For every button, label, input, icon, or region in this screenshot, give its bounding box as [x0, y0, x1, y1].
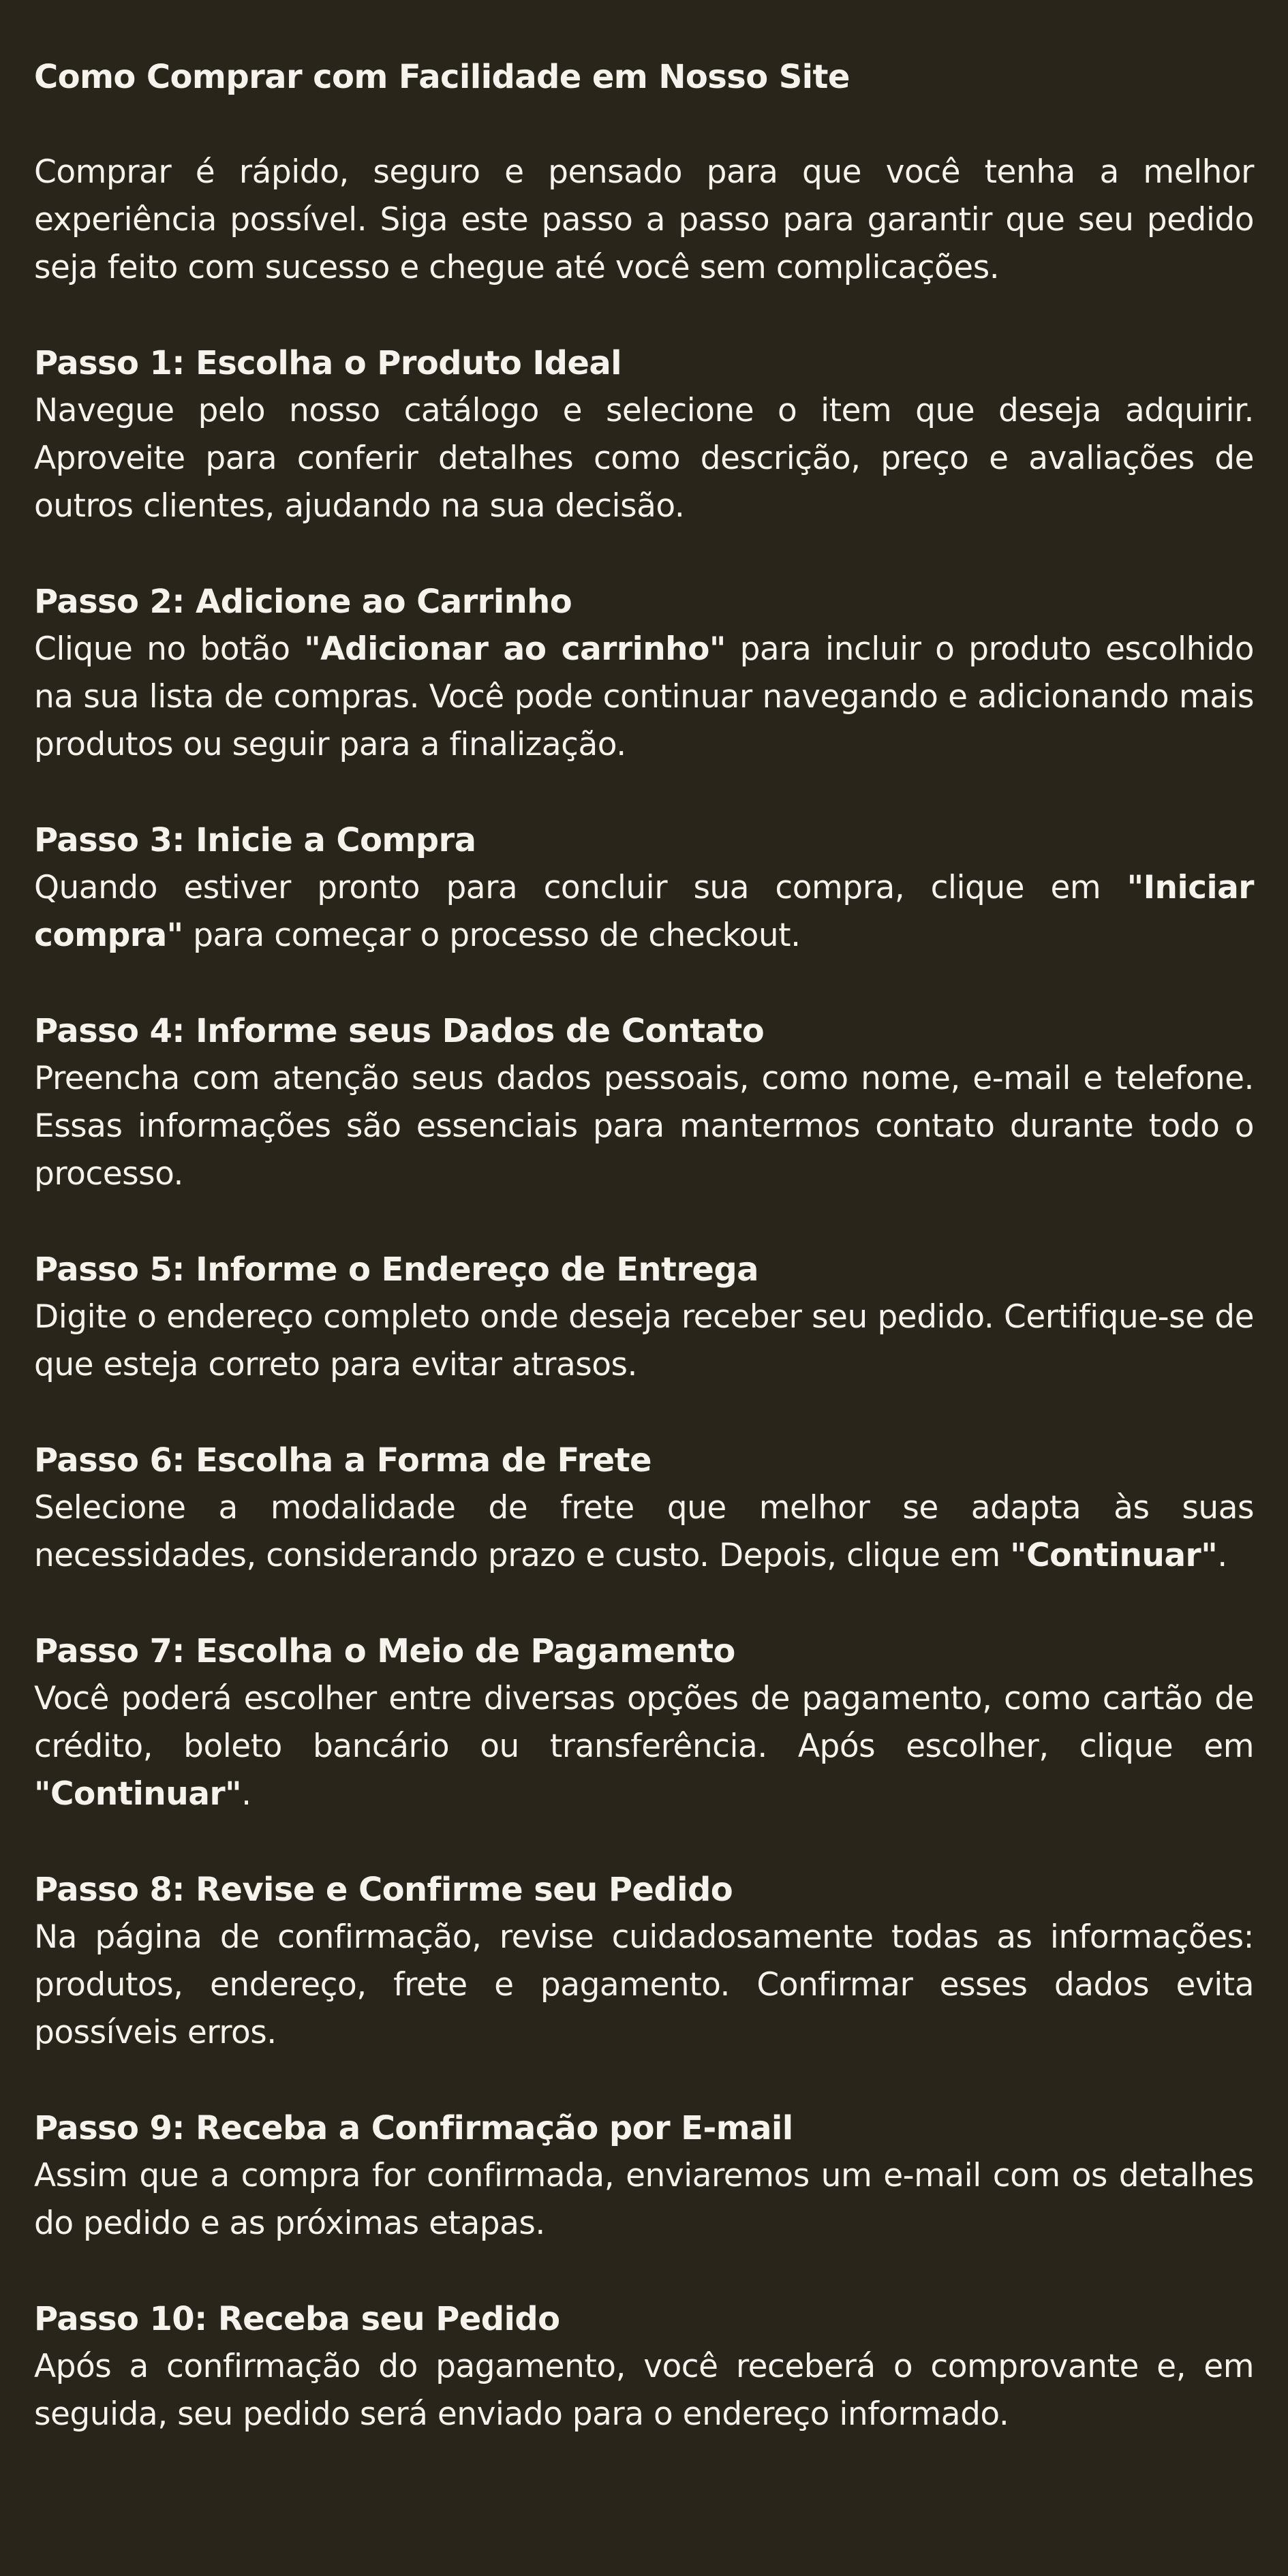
step-3	[34, 816, 1254, 960]
step-7-text-before: Você poderá escolher entre diversas opções de pagamento, como cartão de crédito, boleto bancário ou transferência. Após escolher, clique em	[34, 1680, 1254, 1765]
step-7-text-after: .	[241, 1775, 251, 1813]
step-4-text: Preencha com atenção seus dados pessoais, como nome, e-mail e telefone. Essas informações são essenciais para mantermos contato durante todo o processo.	[34, 1060, 1254, 1193]
step-8-text: Na página de confirmação, revise cuidadosamente todas as informações: produtos, endereço, frete e pagamento. Confirmar esses dados evita possíveis erros.	[34, 1918, 1254, 2051]
step-6-title: Passo 6: Escolha a Forma de Frete	[34, 1441, 651, 1479]
step-7-title: Passo 7: Escolha o Meio de Pagamento	[34, 1632, 735, 1670]
step-8	[34, 1866, 1254, 2057]
step-3-title: Passo 3: Inicie a Compra	[34, 821, 476, 859]
step-2-text-after: para incluir o produto escolhido na sua lista de compras. Você pode continuar navegando e adicionando mais produtos ou seguir para a finalização.	[34, 630, 1254, 763]
step-5-title: Passo 5: Informe o Endereço de Entrega	[34, 1251, 758, 1289]
step-1	[34, 339, 1254, 530]
step-1-title: Passo 1: Escolha o Produto Ideal	[34, 344, 622, 382]
step-6-highlight: "Continuar"	[1010, 1537, 1218, 1574]
step-6-text-before: Selecione a modalidade de frete que melhor se adapta às suas necessidades, considerando prazo e custo. Depois, clique em	[34, 1489, 1254, 1574]
step-3-highlight: "Iniciar compra"	[34, 869, 1254, 954]
step-7-highlight: "Continuar"	[34, 1775, 242, 1813]
step-10-text: Após a confirmação do pagamento, você receberá o comprovante e, em seguida, seu pedido será enviado para o endereço informado.	[34, 2348, 1254, 2433]
step-3-text	[34, 864, 1254, 960]
step-2-highlight: "Adicionar ao carrinho"	[304, 630, 726, 668]
step-7-text	[34, 1675, 1254, 1818]
step-8-title: Passo 8: Revise e Confirme seu Pedido	[34, 1871, 733, 1909]
step-2-text	[34, 626, 1254, 769]
step-9	[34, 2104, 1254, 2248]
step-6	[34, 1437, 1254, 1580]
step-9-text: Assim que a compra for confirmada, enviaremos um e-mail com os detalhes do pedido e as próximas etapas.	[34, 2157, 1254, 2242]
step-2	[34, 578, 1254, 769]
step-5	[34, 1246, 1254, 1389]
step-2-text-before: Clique no botão	[34, 630, 305, 668]
step-1-text: Navegue pelo nosso catálogo e selecione o item que deseja adquirir. Aproveite para conferir detalhes como descrição, preço e avaliações de outros clientes, ajudando na sua decisão.	[34, 392, 1254, 525]
step-6-text	[34, 1484, 1254, 1580]
step-5-text: Digite o endereço completo onde deseja receber seu pedido. Certifique-se de que esteja correto para evitar atrasos.	[34, 1298, 1254, 1383]
intro-paragraph: Comprar é rápido, seguro e pensado para que você tenha a melhor experiência possível. Siga este passo a passo para garantir que seu pedido seja feito com sucesso e chegue até você sem complicações.	[34, 153, 1254, 286]
step-9-title: Passo 9: Receba a Confirmação por E-mail	[34, 2109, 793, 2147]
step-3-text-before: Quando estiver pronto para concluir sua compra, clique em	[34, 869, 1127, 906]
step-7	[34, 1627, 1254, 1818]
step-2-title: Passo 2: Adicione ao Carrinho	[34, 583, 572, 621]
step-4	[34, 1007, 1254, 1198]
step-6-text-after: .	[1217, 1537, 1227, 1574]
step-10-title: Passo 10: Receba seu Pedido	[34, 2300, 560, 2338]
step-3-text-after: para começar o processo de checkout.	[183, 917, 801, 954]
step-4-title: Passo 4: Informe seus Dados de Contato	[34, 1012, 765, 1050]
page-title: Como Comprar com Facilidade em Nosso Site	[34, 58, 850, 96]
step-10	[34, 2295, 1254, 2438]
